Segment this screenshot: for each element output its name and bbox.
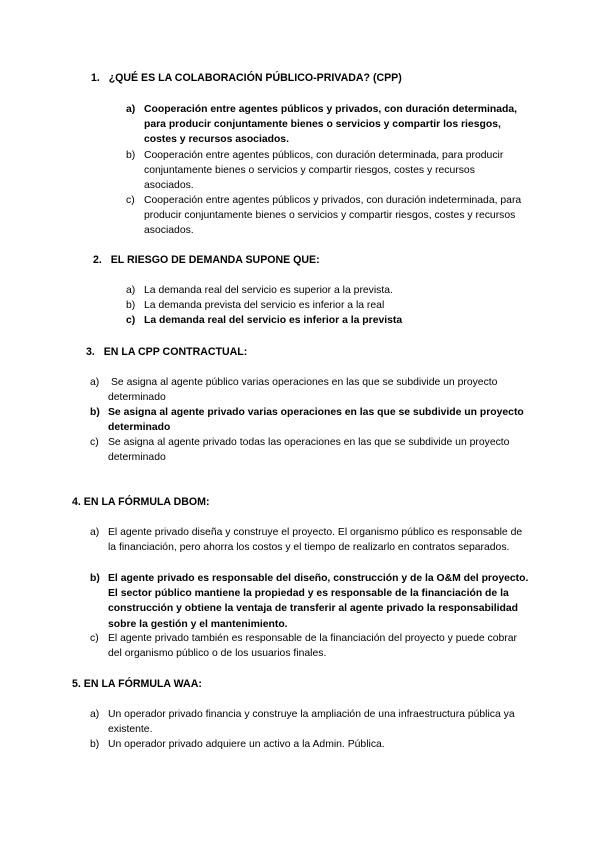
- option-text: Se asigna al agente privado varias operaciones en las que se subdivide un proyecto determinado: [108, 407, 524, 434]
- question-2-option-b: [126, 298, 526, 313]
- question-2-option-a: [126, 283, 526, 298]
- option-label: a): [90, 377, 100, 388]
- option-label: c): [126, 195, 135, 206]
- question-4-option-c: [90, 631, 530, 661]
- question-title: EN LA FÓRMULA DBOM:: [83, 496, 210, 508]
- question-1-option-b: [126, 148, 526, 194]
- question-5-option-a: [90, 707, 530, 737]
- question-title: EL RIESGO DE DEMANDA SUPONE QUE:: [110, 254, 320, 266]
- question-title: ¿QUÉ ES LA COLABORACIÓN PÚBLICO-PRIVADA? (CPP): [108, 72, 402, 84]
- option-label: c): [90, 437, 99, 448]
- question-3-option-b: [90, 405, 530, 435]
- option-label: a): [90, 709, 100, 720]
- question-5-heading: [72, 678, 202, 690]
- option-text: El agente privado diseña y construye el proyecto. El organismo público es responsable de la financiación, pero ahorra los costos y el tiempo de realizarlo en contratos separados.: [108, 527, 523, 554]
- question-1-option-c: [126, 193, 526, 239]
- question-1-heading: [91, 72, 402, 84]
- option-text: La demanda real del servicio es superior a la prevista.: [144, 285, 393, 296]
- question-number: 2.: [93, 254, 102, 266]
- option-text: Un operador privado financia y construye la ampliación de una infraestructura pública ya existente.: [108, 709, 515, 736]
- option-text: La demanda real del servicio es inferior a la prevista: [144, 315, 403, 326]
- question-2-heading: [93, 254, 320, 266]
- question-number: 4.: [72, 496, 81, 508]
- question-title: EN LA CPP CONTRACTUAL:: [103, 346, 248, 358]
- option-label: c): [126, 315, 136, 326]
- option-text: Cooperación entre agentes públicos y privados, con duración determinada, para producir conjuntamente bienes o servicios y compartir los riesgos, costes y recursos asociados.: [144, 104, 517, 146]
- option-label: a): [90, 527, 100, 538]
- option-text: Cooperación entre agentes públicos, con duración determinada, para producir conjuntamente bienes o servicios y compartir riesgos, costes y recursos asociados.: [144, 150, 504, 192]
- question-title: EN LA FÓRMULA WAA:: [83, 678, 202, 690]
- question-4-option-b: [90, 571, 530, 632]
- option-label: a): [126, 104, 136, 115]
- option-text: Cooperación entre agentes públicos y privados, con duración indeterminada, para producir conjuntamente bienes o servicios y compartir riesgos, costes y recursos asociados.: [144, 195, 522, 237]
- question-2-option-c: [126, 313, 526, 328]
- option-label: b): [90, 739, 100, 750]
- option-text: Se asigna al agente privado todas las operaciones en las que se subdivide un proyecto determinado: [108, 437, 510, 464]
- option-label: b): [90, 407, 100, 418]
- option-label: b): [126, 300, 136, 311]
- question-4-heading: [72, 496, 210, 508]
- question-number: 1.: [91, 72, 100, 84]
- option-label: b): [90, 573, 100, 584]
- option-label: b): [126, 150, 136, 161]
- option-label: a): [126, 285, 136, 296]
- question-3-option-c: [90, 435, 530, 465]
- question-3-option-a: [90, 375, 530, 405]
- option-text: Se asigna al agente público varias operaciones en las que se subdivide un proyecto determinado: [108, 377, 498, 404]
- question-number: 3.: [86, 346, 95, 358]
- option-text: La demanda prevista del servicio es inferior a la real: [144, 300, 385, 311]
- question-number: 5.: [72, 678, 81, 690]
- option-label: c): [90, 633, 99, 644]
- option-text: El agente privado también es responsable de la financiación del proyecto y puede cobrar del organismo público o de los usuarios finales.: [108, 633, 517, 660]
- question-1-option-a: [126, 102, 526, 148]
- option-text: Un operador privado adquiere un activo a la Admin. Pública.: [108, 739, 385, 750]
- question-4-option-a: [90, 525, 530, 555]
- option-text: El agente privado es responsable del diseño, construcción y de la O&M del proyecto. El sector público mantiene la propiedad y es responsable de la financiación de la construcción y obtiene la ventaja de transferir al agente privado la responsabilidad sobre la gestión y el mantenimiento.: [108, 573, 529, 630]
- question-5-option-b: [90, 737, 530, 752]
- question-3-heading: [86, 346, 247, 358]
